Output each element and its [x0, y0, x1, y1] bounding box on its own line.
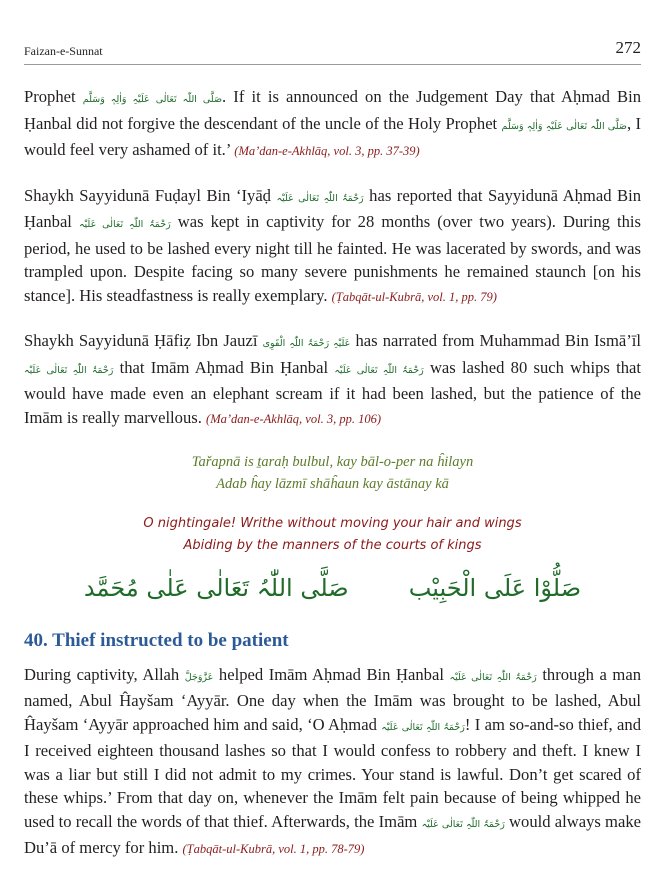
paragraph-1: [24, 85, 641, 164]
paragraph-text: During captivity, Allah: [24, 664, 180, 684]
paragraph-4: [24, 663, 641, 862]
paragraph-text: Prophet: [24, 87, 76, 106]
salat-left: صَلَّی اللّٰہُ تَعَالٰی عَلٰی مُحَمَّد: [83, 574, 349, 602]
book-title: Faizan-e-Sunnat: [24, 44, 103, 58]
paragraph-text: Shaykh Sayyidunā Ḥāfiẓ Ibn Jauzī: [24, 331, 258, 350]
honorific-azza-wa-jall: عَزَّوَجَلَّ: [184, 671, 214, 683]
paragraph-text: has reported that Sayyidunā Aḥmad Bin Ḥanbal: [24, 185, 641, 231]
honorific-salawat: صَلَّی اللّٰہ تَعَالٰی عَلَیْہِ وَاٰلِہٖ وَسَلَّم: [501, 120, 627, 132]
salat-calligraphy: [24, 574, 641, 602]
honorific-salawat: صَلَّی اللّٰہ تَعَالٰی عَلَیْہِ وَاٰلِہٖ وَسَلَّم: [82, 94, 223, 105]
verse-line: Adab ĥay lāzmī shāĥaun kay āstānay kā: [216, 476, 449, 492]
page-content: [24, 85, 641, 882]
reference: (Ma’dan-e-Akhlāq, vol. 3, pp. 106): [206, 411, 381, 426]
honorific-rahmah: رَحْمَۃُ اللّٰہِ تَعَالٰی عَلَیْہ: [381, 721, 465, 733]
paragraph-text: helped Imām Aḥmad Bin Ḥanbal: [218, 664, 444, 684]
paragraph-text: . If it is announced on the Judgement Day that Aḥmad Bin Ḥanbal did not forgive the descendant of the uncle of the Holy Prophet: [24, 87, 642, 133]
reference: (Ṭabqāt-ul-Kubrā, vol. 1, pp. 78-79): [182, 842, 365, 856]
verse-translation: [24, 513, 641, 557]
paragraph-text: has narrated from Muhammad Bin Ismā’īl: [355, 331, 641, 350]
honorific-rahmah: رَحْمَۃُ اللّٰہِ تَعَالٰی عَلَیْہ: [449, 671, 537, 683]
paragraph-text: , I would feel very ashamed of it.’: [24, 113, 641, 159]
honorific-rahmah: رَحْمَۃُ اللّٰہِ تَعَالٰی عَلَیْہ: [276, 192, 364, 204]
honorific-rahmah: رَحْمَۃُ اللّٰہِ تَعَالٰی عَلَیْہ: [334, 364, 424, 376]
paragraph-text: was lashed 80 such whips that would have made even an elephant scream if it had been lashed, but the patience of the Imām is really marvellous.: [24, 357, 641, 427]
paragraph-text: that Imām Aḥmad Bin Ḥanbal: [119, 357, 329, 377]
paragraph-text: through a man named, Abul Ĥayšam ‘Ayyār. One day when the Imām was brought to be lashed, Abul Ĥayšam ‘Ayyār approached him and said, ‘O Aḥmad: [24, 664, 641, 734]
paragraph-text: Shaykh Sayyidunā Fuḍayl Bin ‘Iyāḍ: [24, 185, 271, 205]
salat-right: صَلُّوْا عَلَی الْحَبِیْب: [408, 574, 582, 602]
page-header: [24, 36, 641, 65]
reference: (Ma’dan-e-Akhlāq, vol. 3, pp. 37-39): [234, 144, 420, 158]
honorific-rahmah-qawi: عَلَیْہِ رَحْمَۃُ اللّٰہِ الْقَوِی: [262, 338, 351, 349]
verse-transliteration: [24, 451, 641, 495]
paragraph-text: was kept in captivity for 28 months (over two years). During this period, he used to be lashed every night till he fainted. He was lacerated by swords, and was trampled upon. Despite facing so many severe punishments he remained staunch [on his stance]. His steadfastness is really exemplary.: [24, 212, 642, 305]
verse-line: Abiding by the manners of the courts of kings: [183, 538, 482, 553]
verse-line: O nightingale! Writhe without moving your hair and wings: [143, 516, 522, 531]
paragraph-text: would always make Du’ā of mercy for him.: [24, 811, 641, 857]
honorific-rahmah: رَحْمَۃُ اللّٰہِ تَعَالٰی عَلَیْہ: [421, 818, 505, 830]
reference: (Ṭabqāt-ul-Kubrā, vol. 1, pp. 79): [331, 289, 497, 304]
paragraph-3: [24, 329, 641, 431]
paragraph-2: [24, 184, 641, 310]
page-number: 272: [615, 38, 641, 57]
honorific-rahmah: رَحْمَۃُ اللّٰہِ تَعَالٰی عَلَیْہ: [78, 219, 171, 230]
section-heading: 40. Thief instructed to be patient: [24, 629, 289, 651]
verse-line: Tařapnā is ṯaraḥ bulbul, kay bāl-o-per na ĥilayn: [191, 454, 474, 470]
honorific-rahmah: رَحْمَۃُ اللّٰہِ تَعَالٰی عَلَیْہ: [24, 364, 114, 376]
paragraph-text: ! I am so-and-so thief, and I received eighteen thousand lashes so that I would confess to robbery and theft. I knew I was a liar but still I did not admit to my crimes. Your stand is lawful. Don’t get scared of these whips.’ From that day on, whenever the Imām felt pain because of being whipped he used to recall the words of that thief. Afterwards, the Imām: [24, 714, 641, 831]
